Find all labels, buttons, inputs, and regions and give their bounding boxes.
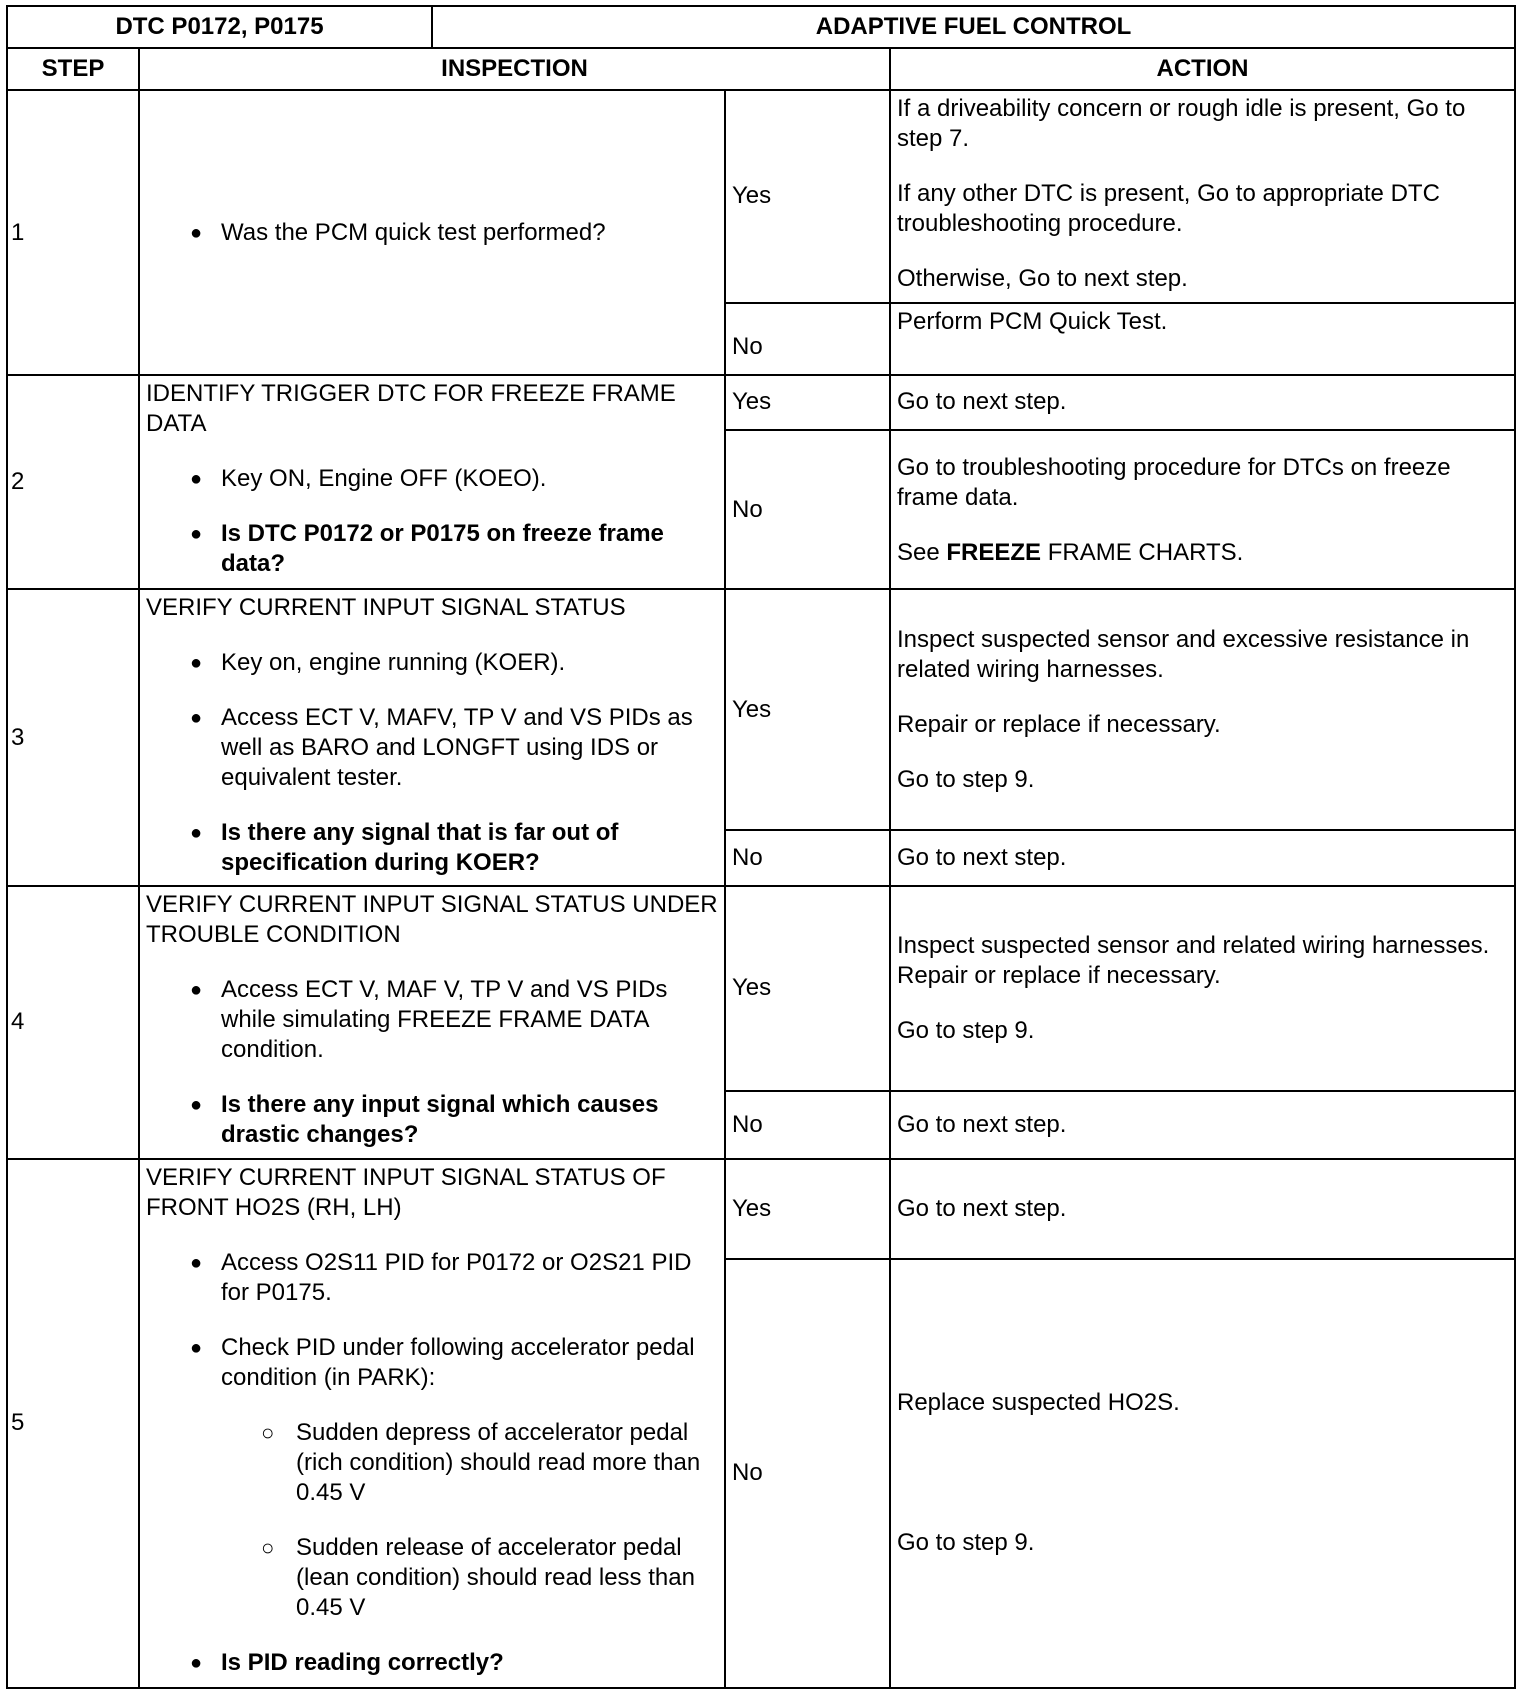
step-2-see-prefix: See (897, 538, 947, 566)
column-header-row (7, 48, 1515, 90)
step-2-see-bold: FREEZE (946, 538, 1042, 566)
step-5-sub-bullet-1: ○ Sudden depress of accelerator pedal (rich condition) should read more than 0.45 V (221, 1418, 718, 1508)
step-3-yes-action-3: Go to step 9. (897, 765, 1035, 793)
title-row (7, 6, 1515, 48)
step-3-yes-action-2: Repair or replace if necessary. (897, 710, 1221, 738)
step-3-no-label: No (725, 830, 890, 886)
step-3-bullet-3: ● Is there any signal that is far out of specification during KOER? (146, 818, 718, 878)
step-4-yes-row (7, 886, 1515, 1090)
step-4-yes-action-1: Inspect suspected sensor and related wiring harnesses. Repair or replace if necessary. (897, 931, 1490, 989)
step-4-bullet-1: ● Access ECT V, MAF V, TP V and VS PIDs while simulating FREEZE FRAME DATA condition. (146, 975, 718, 1065)
step-2-number: 2 (7, 375, 139, 590)
step-1-bullet-1: ● Was the PCM quick test performed? (146, 218, 718, 248)
step-2-yes-action (890, 375, 1515, 430)
step-1-yes-action-3: Otherwise, Go to next step. (897, 265, 1188, 293)
step-1-no-action-1: Perform PCM Quick Test. (897, 307, 1168, 335)
step-4-no-action (890, 1091, 1515, 1159)
step-3-bullet-2: ● Access ECT V, MAFV, TP V and VS PIDs as well as BARO and LONGFT using IDS or equivalent tester. (146, 703, 718, 793)
step-5-number: 5 (7, 1159, 139, 1688)
step-4-number: 4 (7, 886, 139, 1159)
action-column-header: ACTION (890, 48, 1515, 90)
step-1-bullets (146, 218, 718, 248)
step-3-bullet-1: ● Key on, engine running (KOER). (146, 648, 718, 678)
step-5-sub-bullets (221, 1418, 718, 1623)
step-5-no-label: No (725, 1259, 890, 1688)
step-2-no-action (890, 430, 1515, 589)
step-5-yes-action (890, 1159, 1515, 1259)
dtc-code-header: DTC P0172, P0175 (7, 6, 432, 48)
step-5-yes-label: Yes (725, 1159, 890, 1259)
step-2-yes-row (7, 375, 1515, 430)
step-1-inspection (139, 90, 725, 375)
step-4-no-label: No (725, 1091, 890, 1159)
step-4-yes-action-2: Go to step 9. (897, 1016, 1035, 1044)
step-5-no-action-1: Replace suspected HO2S. (897, 1389, 1180, 1417)
step-1-yes-label: Yes (725, 90, 890, 303)
step-1-yes-row (7, 90, 1515, 303)
step-5-title: VERIFY CURRENT INPUT SIGNAL STATUS OF FRONT HO2S (RH, LH) (146, 1163, 666, 1221)
step-1-yes-action-2: If any other DTC is present, Go to appropriate DTC troubleshooting procedure. (897, 180, 1440, 238)
step-1-number: 1 (7, 90, 139, 375)
step-5-bullet-3: ● Is PID reading correctly? (146, 1648, 718, 1678)
step-1-yes-action (890, 90, 1515, 303)
step-1-yes-action-1: If a driveability concern or rough idle is present, Go to step 7. (897, 95, 1466, 153)
step-2-no-label: No (725, 430, 890, 589)
step-4-yes-action (890, 886, 1515, 1090)
step-4-yes-label: Yes (725, 886, 890, 1090)
step-1-no-action (890, 303, 1515, 375)
step-column-header: STEP (7, 48, 139, 90)
step-3-yes-action (890, 589, 1515, 830)
step-5-yes-row (7, 1159, 1515, 1259)
step-2-title: IDENTIFY TRIGGER DTC FOR FREEZE FRAME DATA (146, 379, 676, 437)
step-5-no-action-2: Go to step 9. (897, 1529, 1035, 1557)
step-5-bullet-1: ● Access O2S11 PID for P0172 or O2S21 PID for P0175. (146, 1248, 718, 1308)
step-5-bullet-2-text: Check PID under following accelerator pedal condition (in PARK): (221, 1333, 695, 1391)
step-3-inspection (139, 589, 725, 886)
step-3-number: 3 (7, 589, 139, 886)
step-4-bullet-2: ● Is there any input signal which causes drastic changes? (146, 1090, 718, 1150)
step-5-yes-action-1: Go to next step. (897, 1194, 1067, 1222)
step-5-sub-bullet-2: ○ Sudden release of accelerator pedal (lean condition) should read less than 0.45 V (221, 1533, 718, 1623)
step-5-no-action (890, 1259, 1515, 1688)
procedure-table (6, 5, 1516, 1689)
step-2-yes-label: Yes (725, 375, 890, 430)
step-5-inspection (139, 1159, 725, 1688)
step-3-no-action-1: Go to next step. (897, 843, 1067, 871)
step-3-yes-action-1: Inspect suspected sensor and excessive resistance in related wiring harnesses. (897, 625, 1470, 683)
step-1-no-label: No (725, 303, 890, 375)
step-3-bullets (146, 648, 718, 878)
step-5-bullets (146, 1248, 718, 1678)
step-2-no-action-1: Go to troubleshooting procedure for DTCs on freeze frame data. (897, 453, 1451, 511)
inspection-column-header: INSPECTION (139, 48, 890, 90)
step-4-bullets (146, 975, 718, 1150)
step-5-bullet-2 (146, 1333, 718, 1623)
step-2-bullet-1: ● Key ON, Engine OFF (KOEO). (146, 464, 718, 494)
procedure-title: ADAPTIVE FUEL CONTROL (432, 6, 1515, 48)
step-2-no-action-see (897, 538, 1508, 568)
step-4-no-action-1: Go to next step. (897, 1110, 1067, 1138)
step-2-bullets (146, 464, 718, 579)
step-2-inspection (139, 375, 725, 590)
step-2-yes-action-1: Go to next step. (897, 388, 1067, 416)
step-3-yes-row (7, 589, 1515, 830)
step-3-yes-label: Yes (725, 589, 890, 830)
step-2-bullet-2: ● Is DTC P0172 or P0175 on freeze frame data? (146, 519, 718, 579)
step-4-inspection (139, 886, 725, 1159)
step-4-title: VERIFY CURRENT INPUT SIGNAL STATUS UNDER TROUBLE CONDITION (146, 891, 718, 949)
step-3-no-action (890, 830, 1515, 886)
step-2-see-rest: FRAME CHARTS. (1041, 538, 1244, 566)
step-3-title: VERIFY CURRENT INPUT SIGNAL STATUS (146, 594, 626, 622)
